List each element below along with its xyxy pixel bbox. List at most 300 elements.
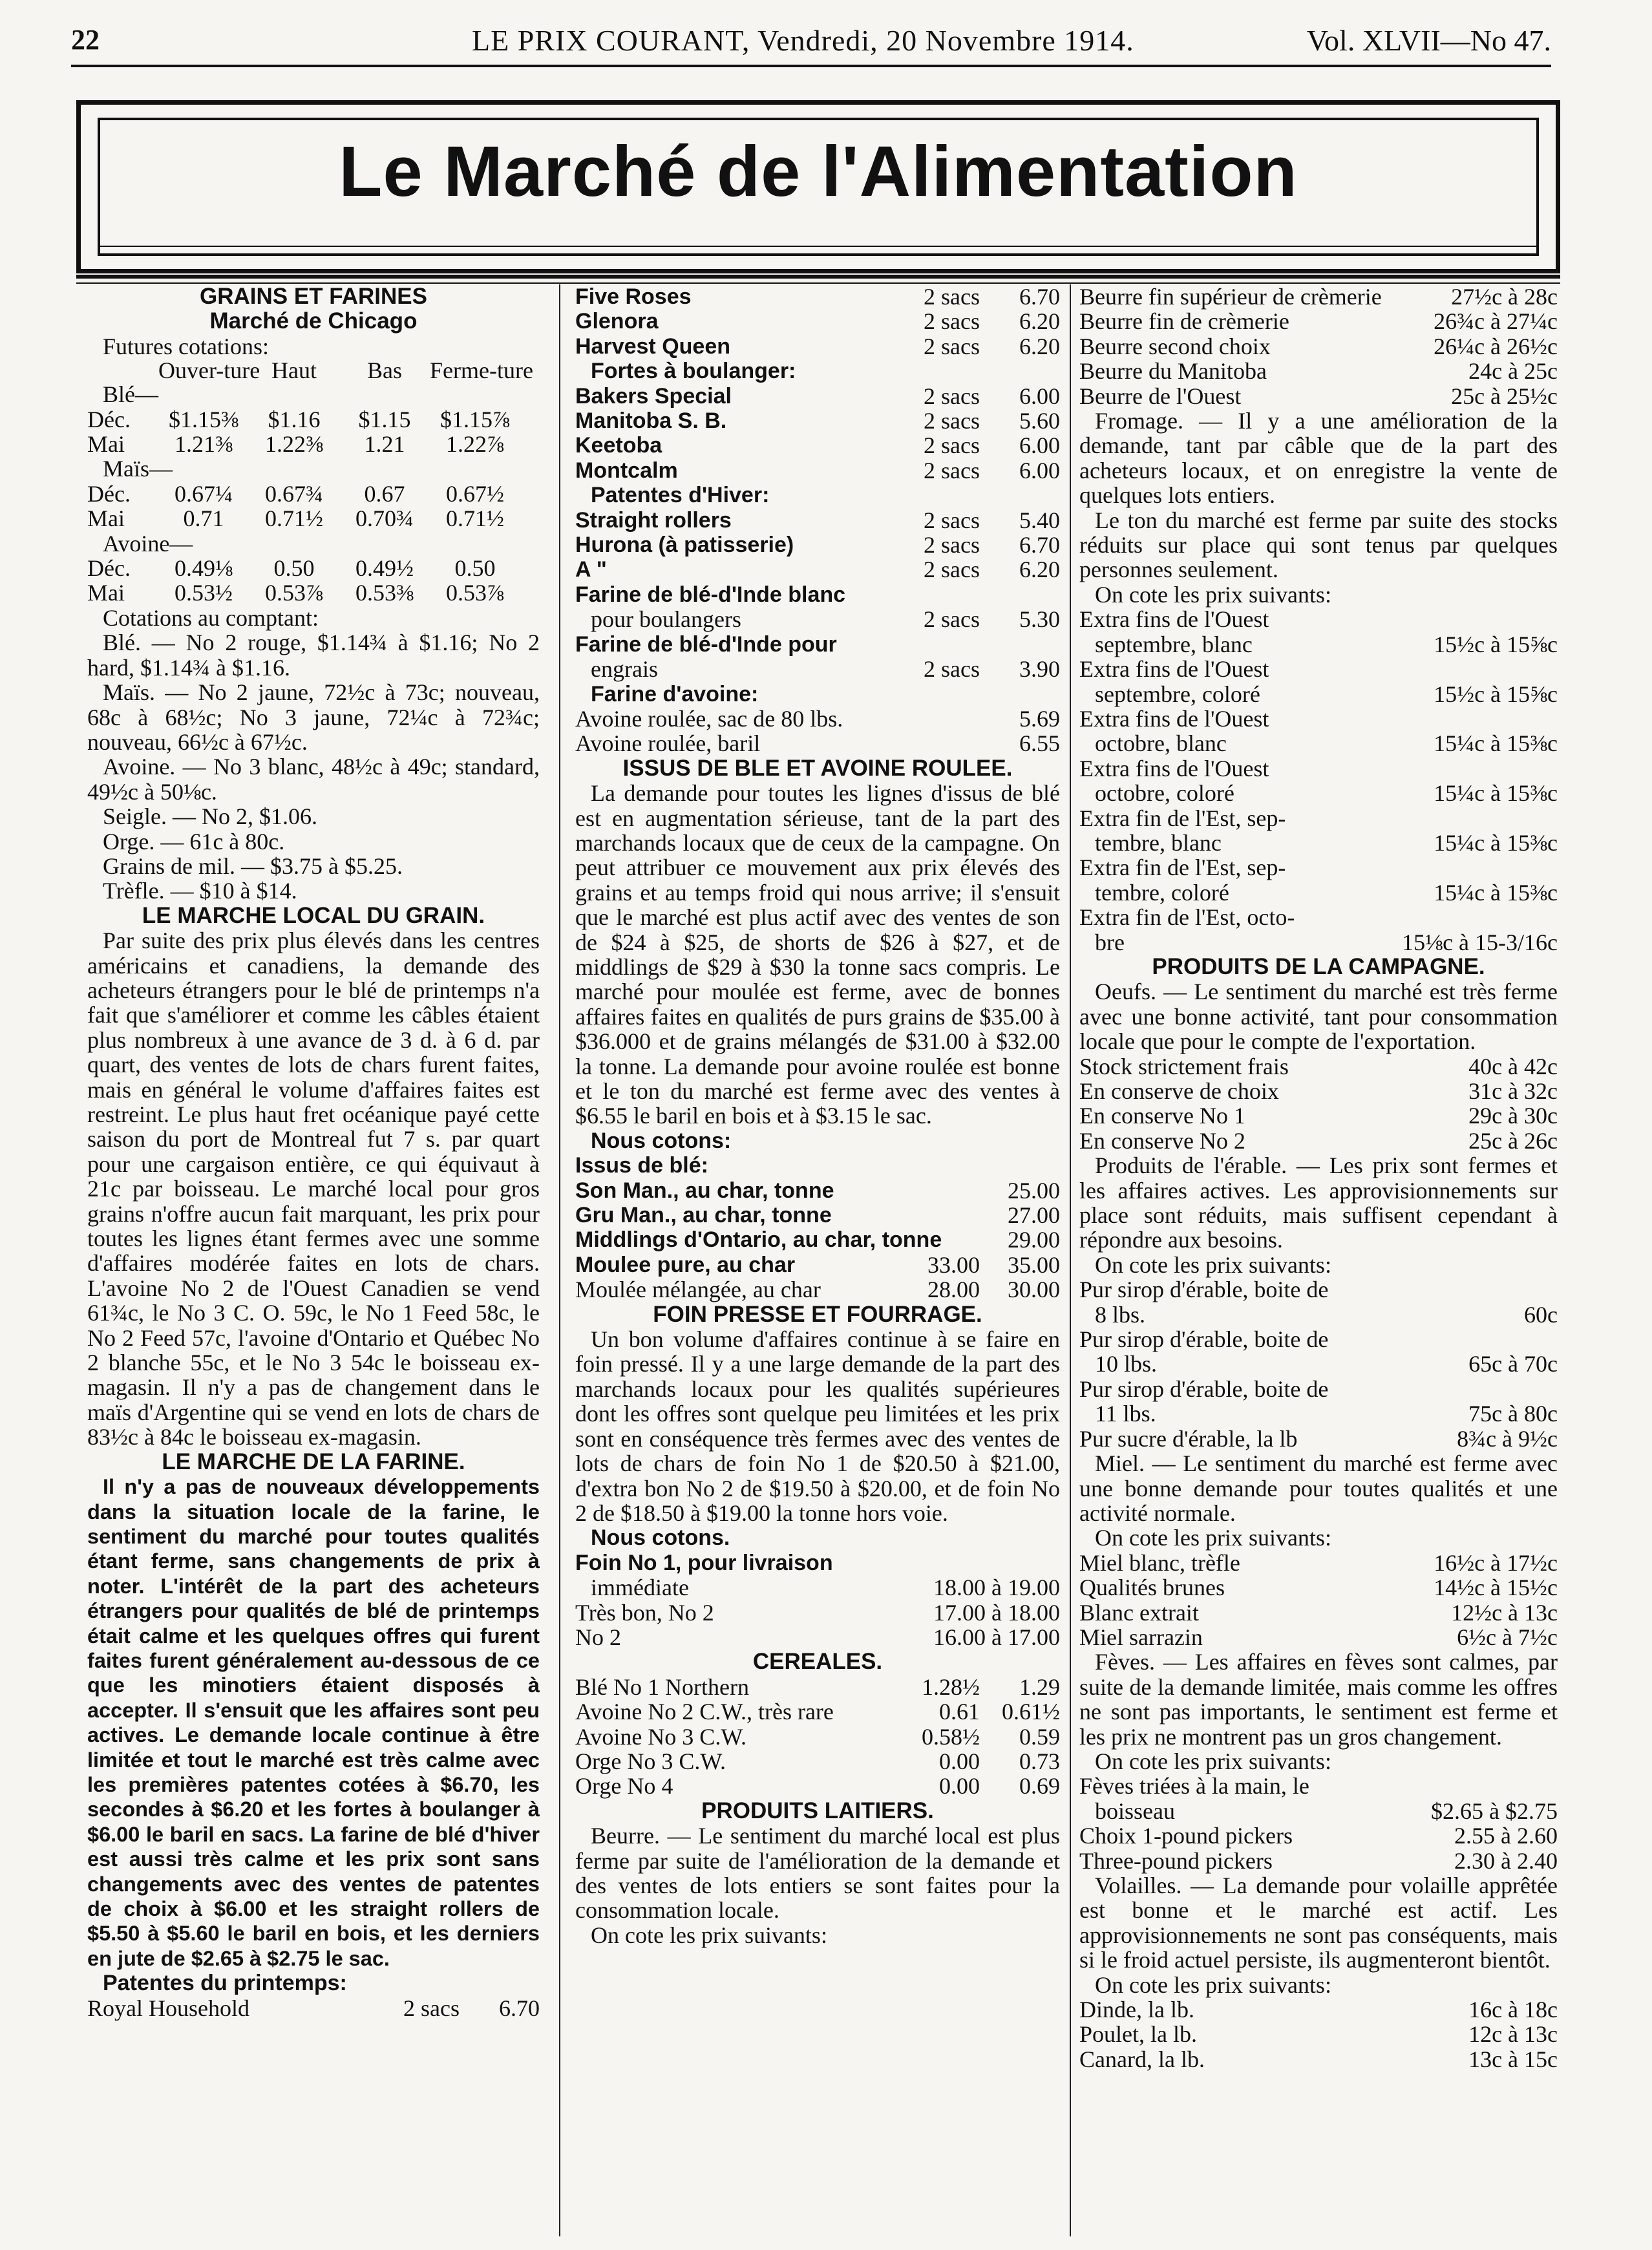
cell-text: boisseau [1095,1798,1175,1824]
cell-text: 2 sacs [924,408,980,434]
farine-text: Il n'y a pas de nouveaux développements dans la situation locale de la farine, le sentiment du marché pour toutes qualités étant ferme, sans changements de prix à noter. L'intérêt de la part des acheteurs étrangers pour qualités de blé de printemps était calme et les quelques offres qui furent faites furent généralement au-dessous de ce que les minotiers étaient disposés à accepter. Il s'ensuit que les affaires sont peu actives. Le demande locale continue à être limitée et tout le marché est très calme avec les premières patentes cotées à $6.70, les secondes à $6.20 et les fortes à boulanger à $6.00 le baril en sacs. La farine de blé d'hiver est aussi très calme et les prix sont sans changements avec des ventes de patentes de choix à $6.00 et les straight rollers de $5.50 à $5.60 le baril en bois, et les derniers en jute de $2.65 à $2.75 le sac. [87,1475,540,1970]
cell-text: Extra fins de l'Ouest [1079,705,1269,732]
comptant-avoine: Avoine. — No 3 blanc, 48½c à 49c; standard, 49½c à 50⅛c. [87,754,540,805]
fromage-text: Fromage. — Il y a une amélioration de la demande, tant par câble que de la part des acheteurs locaux, et on enregistre la vente de quelques lots entiers. [1079,408,1558,509]
cell-text: 0.53⅞ [446,580,504,606]
cell-text: Son Man., au char, tonne [575,1178,834,1203]
local-grain-text: Par suite des prix plus élevés dans les centres américains et canadiens, la demande des acheteurs étrangers pour le blé de printemps n'a fait que s'améliorer et comme les câbles étaient plus nombreux à une avance de 3 d. à 6 d. par quart, des ventes de lots de chars furent faites, mais en général le volume d'affaires faites est restreint. Le plus haut fret océanique payé cette saison du port de Montreal fut 7 s. par quart pour une cargaison entière, ce qui équivaut à 21c par boisseau. Le marché local pour gros grains n'offre aucun fait marquant, les prix pour toutes les lignes étant fermes avec une somme d'affaires modérée faites en lots de chars. L'avoine No 2 de l'Ouest Canadien se vend 61¾c, le No 3 C. O. 59c, le No 1 Feed 58c, le No 2 Feed 57c, l'avoine d'Ontario et Québec No 2 blanche 55c, et le No 3 54c le boisseau ex-magasin. Il n'y a pas de changement dans le maïs d'Argentine qui se vend en lots de chars de 83½c à 84c le boisseau ex-magasin. [87,928,540,1450]
col-fermeture: Ferme-ture [430,357,533,384]
cell-text: tembre, coloré [1095,879,1229,906]
cell-text: 0.67¼ [175,480,233,507]
on-cote-3: On cote les prix suivants: [1095,1525,1331,1551]
heading-issus: ISSUS DE BLE ET AVOINE ROULEE. [622,755,1013,781]
cell-text: 26¾c à 27¼c [1434,308,1558,335]
cell-text: 1.21 [364,431,405,458]
cell-text: Moulee pure, au char [575,1252,796,1277]
cell-text: 2 sacs [924,284,980,310]
heading-patentes: Patentes du printemps: [103,1971,347,1996]
cell-text: pour boulangers [591,607,741,632]
heading-grains: GRAINS ET FARINES [200,284,427,309]
table-row [575,409,1060,433]
cell-text: En conserve No 2 [1079,1127,1245,1154]
cell-text: 1.22⅞ [446,431,504,458]
cell-text: 27½c à 28c [1451,284,1558,310]
cell-text: $1.15 [358,406,411,432]
cell-text: Harvest Queen [575,334,730,359]
cell-text: 65c à 70c [1468,1351,1558,1377]
cell-text: Orge No 4 [575,1774,673,1799]
cell-text: 0.67½ [446,480,504,507]
cell-text: 15¼c à 15⅜c [1434,879,1558,906]
list-item [1079,905,1558,955]
foin-head: Foin No 1, pour livraison [575,1550,833,1575]
cell-text: 0.53⅞ [265,580,323,606]
cell-text: 2 sacs [924,383,980,409]
cell-text: 40c à 42c [1468,1053,1558,1079]
publication-title: LE PRIX COURANT, Vendredi, 20 Novembre 1914. [472,24,1134,57]
cell-text: septembre, blanc [1095,631,1253,657]
cell-text: 6.00 [1019,432,1060,459]
miel-text: Miel. — Le sentiment du marché est ferme avec une bonne demande pour toutes qualités et une activité normale. [1079,1450,1558,1526]
cell-text: 1.29 [1019,1673,1060,1700]
cell-text: 0.59 [1019,1723,1060,1750]
cell-text: octobre, coloré [1095,780,1234,807]
comptant-label: Cotations au comptant: [103,604,319,631]
cell-text: Straight rollers [575,507,732,533]
col-haut: Haut [271,357,317,384]
cell-text: 1.28½ [922,1673,980,1700]
table-row [575,706,1060,731]
table-row [1079,2047,1558,2072]
cell-text: Extra fins de l'Ouest [1079,755,1269,781]
on-cote: On cote les prix suivants: [1095,581,1331,608]
cell-text: 0.69 [1019,1773,1060,1799]
cell-text: Hurona (à patisserie) [575,533,794,558]
heading-laitiers: PRODUITS LAITIERS. [701,1798,934,1823]
cell-text: 0.71½ [265,505,323,532]
cell-text: 2.30 à 2.40 [1454,1847,1558,1874]
table-row [1079,2022,1558,2046]
table-row [1079,1079,1558,1103]
comptant-mais: Maïs. — No 2 jaune, 72½c à 73c; nouveau, 68c à 68½c; No 3 jaune, 72¼c à 72¾c; nouveau, 66½c à 67½c. [87,679,540,755]
on-cote: On cote les prix suivants: [591,1922,827,1948]
table-row [1079,1600,1558,1625]
comptant-ble: Blé. — No 2 rouge, $1.14¾ à $1.16; No 2 hard, $1.14¾ à $1.16. [87,630,540,681]
table-row [575,1178,1060,1203]
cell-text: 26¼c à 26½c [1434,333,1558,359]
cell-text: Orge No 3 C.W. [575,1748,726,1774]
cell-text: 0.53½ [175,580,233,606]
erable-text: Produits de l'érable. — Les prix sont fermes et les affaires actives. Les approvisionnements sur place sont réduits, mais suffisent cependant à répondre aux besoins. [1079,1152,1558,1253]
cell-text: 15¼c à 15⅜c [1434,829,1558,856]
cell-text: 6.55 [1019,730,1060,757]
cell-text: septembre, coloré [1095,681,1260,707]
cell-text: Mai [87,431,125,458]
table-row [575,1203,1060,1227]
cell-text: tembre, blanc [1095,829,1222,856]
col-bas: Bas [367,357,402,384]
cell-text: Extra fins de l'Ouest [1079,656,1269,683]
cell-text: 6.70 [1019,284,1060,310]
table-row [575,433,1060,458]
cell-text: Stock strictement frais [1079,1053,1289,1079]
cell-text: 27.00 [1008,1202,1060,1229]
volailles-text: Volailles. — La demande pour volaille apprêtée est bonne et le marché est actif. Les approvisionnements ne sont pas conséquents, mais si le froid actuel persiste, ils augmenteront bientôt. [1079,1873,1558,1973]
cell-text: Avoine roulée, baril [575,731,761,756]
list-item [1079,706,1558,756]
table-row [575,1774,1060,1798]
cell-text: Dinde, la lb. [1079,1997,1194,2023]
cell-text: Avoine roulée, sac de 80 lbs. [575,706,843,732]
foin-text: Un bon volume d'affaires continue à se faire en foin pressé. Il y a une large demande de la part des marchands locaux pour les qualités supérieures dont les offres sont quelque peu limitées et les prix sont en conséquence très fermes avec des ventes de lots de chars de foin No 1 de $20.50 à $21.00, d'extra bon No 2 de $19.50 à $20.00, et de foin No 2 de $18.50 à $19.00 la tonne hors voie. [575,1326,1060,1526]
cell-text: 0.71 [183,505,224,532]
table-row [1079,284,1558,309]
cell-text: Pur sirop d'érable, boite de [1079,1277,1329,1303]
table-row [575,557,1060,582]
cell-text: 24c à 25c [1468,358,1558,385]
farine-inde-engrais: Farine de blé-d'Inde pour [575,631,837,657]
cell-text: 2 sacs [924,457,980,483]
table-row [1079,1427,1558,1451]
cell-text: bre [1095,929,1125,955]
cell-text: Moulée mélangée, au char [575,1277,821,1302]
volume-number: Vol. XLVII—No 47. [1306,24,1551,57]
cell-text: 2 sacs [924,432,980,459]
cell-text: Canard, la lb. [1079,2046,1205,2072]
list-item [1079,806,1558,856]
cell-text: 5.69 [1019,705,1060,732]
cell-text: 13c à 15c [1468,2046,1558,2072]
cell-text: Pur sirop d'érable, boite de [1079,1375,1329,1402]
cell-text: Beurre du Manitoba [1079,358,1267,385]
cell-text: Three-pound pickers [1079,1847,1273,1874]
cell-text: 15⅛c à 15-3/16c [1402,929,1558,955]
table-row [87,506,540,531]
cell-text: Five Roses [575,284,692,309]
cell-text: 0.53⅜ [355,580,414,606]
cell-text: 3.90 [1019,656,1060,683]
cell-text: Beurre fin de crèmerie [1079,308,1289,335]
cell-text: 15½c à 15⅝c [1434,681,1558,707]
list-item [1079,657,1558,706]
table-row [575,309,1060,334]
table-row [575,384,1060,409]
heading-foin: FOIN PRESSE ET FOURRAGE. [653,1301,982,1327]
cell-text: 15¼c à 15⅜c [1434,780,1558,807]
comptant-seigle: Seigle. — No 2, $1.06. [103,803,317,830]
cell-text: 0.61 [939,1699,980,1725]
cell-text: $2.65 à $2.75 [1431,1798,1558,1824]
cell-text: Miel sarrazin [1079,1624,1203,1650]
heading-hiver: Patentes d'Hiver: [591,483,770,508]
cell-text: 33.00 [927,1251,980,1278]
cell-text: Qualités brunes [1079,1575,1225,1601]
fromage-text-2: Le ton du marché est ferme par suite des stocks réduits sur place qui sont tenus par quelques personnes seulement. [1079,507,1558,583]
oeufs-text: Oeufs. — Le sentiment du marché est très ferme avec une bonne activité, tant pour consommation locale que pour le compte de l'exportation. [1079,979,1558,1055]
table-row [1079,1823,1558,1848]
cell-text: Keetoba [575,433,662,458]
heading-farine: LE MARCHE DE LA FARINE. [162,1449,465,1474]
cell-text: 15½c à 15⅝c [1434,631,1558,657]
ble-label: Blé— [103,381,158,408]
table-row [1079,1575,1558,1600]
header-rule [71,65,1551,67]
cell-text: 0.67 [364,480,405,507]
table-row [87,432,540,456]
cell-text: Manitoba S. B. [575,409,727,434]
cell-text: 15¼c à 15⅜c [1434,730,1558,757]
heading-local-grain: LE MARCHE LOCAL DU GRAIN. [142,902,485,928]
cell-text: 6.70 [1019,532,1060,558]
column-rule-2 [1070,284,1071,2236]
cell-text: Beurre fin supérieur de crèmerie [1079,284,1382,310]
cell-text: 30.00 [1008,1277,1060,1303]
cell-text: 2 sacs [924,557,980,583]
comptant-mil: Grains de mil. — $3.75 à $5.25. [103,853,403,879]
cell-text: 6.70 [499,1995,540,2021]
table-row [87,580,540,605]
nous-cotons-2: Nous cotons. [591,1525,730,1551]
farine-inde-blanc: Farine de blé-d'Inde blanc [575,582,846,607]
cell-text: Pur sucre d'érable, la lb [1079,1425,1298,1452]
cell-text: 25c à 25½c [1451,383,1558,409]
column-2 [575,284,1060,1948]
cell-text: 75c à 80c [1468,1401,1558,1427]
cell-text: 2 sacs [924,333,980,359]
table-row [575,1227,1060,1252]
cell-text: 6.00 [1019,457,1060,483]
cell-text: 0.58½ [922,1723,980,1750]
table-row [87,482,540,506]
cell-text: 8 lbs. [1095,1301,1146,1328]
table-row [575,508,1060,533]
table-row [575,1575,1060,1600]
heading-issus-ble: Issus de blé: [575,1153,708,1178]
feves-text: Fèves. — Les affaires en fèves sont calmes, par suite de la demande limitée, mais comme les offres ne sont pas importants, le sentiment est ferme et les prix ne montrent pas un gros changement. [1079,1649,1558,1750]
cell-text: Extra fins de l'Ouest [1079,606,1269,633]
on-cote-4: On cote les prix suivants: [1095,1748,1331,1774]
cell-text: $1.15⅞ [440,406,510,432]
cell-text: Poulet, la lb. [1079,2021,1197,2048]
cell-text: 6.00 [1019,383,1060,409]
table-row [1079,1997,1558,2022]
feves-triees: Fèves triées à la main, le [1079,1773,1309,1799]
table-row [1079,1849,1558,1873]
cell-text: Très bon, No 2 [575,1599,714,1626]
cell-text: 16.00 à 17.00 [933,1624,1060,1650]
cell-text: 0.67¾ [265,480,323,507]
table-row [1079,1054,1558,1079]
cell-text: 10 lbs. [1095,1351,1158,1377]
table-row [575,1625,1060,1650]
cell-text: Choix 1-pound pickers [1079,1823,1293,1849]
table-row [1079,1551,1558,1575]
heading-chicago: Marché de Chicago [209,308,418,334]
table-row [1079,359,1558,383]
cell-text: 0.00 [939,1748,980,1774]
cell-text: octobre, blanc [1095,730,1227,757]
cell-text: Avoine No 2 C.W., très rare [575,1699,834,1725]
on-cote-5: On cote les prix suivants: [1095,1971,1331,1998]
cell-text: Blé No 1 Northern [575,1674,749,1700]
cell-text: Gru Man., au char, tonne [575,1203,832,1228]
page-number: 22 [71,24,100,56]
cell-text: 12½c à 13c [1451,1599,1558,1626]
cell-text: 31c à 32c [1468,1078,1558,1104]
cell-text: 29c à 30c [1468,1103,1558,1129]
table-row [1079,309,1558,334]
mais-label: Maïs— [103,456,173,482]
cell-text: Bakers Special [575,383,732,409]
cell-text: immédiate [591,1575,689,1601]
cell-text: 0.71½ [446,505,504,532]
cell-text: 6.20 [1019,557,1060,583]
cell-text: Avoine No 3 C.W. [575,1724,747,1749]
cell-text: A " [575,557,607,582]
list-item [1079,756,1558,806]
table-row [1079,1799,1558,1823]
cell-text: 12c à 13c [1468,2021,1558,2048]
issus-text: La demande pour toutes les lignes d'issus de blé est en augmentation sérieuse, tant de la part des marchands locaux que de ceux de la campagne. On peut attribuer ce mouvement aux prix élevés des grains et au temps froid qui nous arrive; il s'ensuit que le marché est plus actif avec des ventes de son de $24 à $25, de shorts de $26 à $27, et de middlings de $29 à $30 la tonne sacs compris. Le marché pour moulée est ferme, avec de bonnes affaires faites en qualités de purs grains de $35.00 à $36.000 et de grains mélangés de $31.00 à $32.00 la tonne. La demande pour avoine roulée est bonne et le ton du marché est ferme avec des ventes à $6.55 le baril en bois et à $3.15 le sac. [575,780,1060,1129]
cell-text: Déc. [87,480,131,507]
cell-text: 14½c à 15½c [1434,1575,1558,1601]
table-row [575,657,1060,681]
table-row [575,1725,1060,1749]
comptant-trefle: Trèfle. — $10 à $14. [103,878,297,904]
cell-text: 0.00 [939,1773,980,1799]
cell-text: Miel blanc, trèfle [1079,1549,1240,1576]
cell-text: 25.00 [1008,1177,1060,1204]
cell-text: 1.22⅜ [265,431,323,458]
table-row [1079,1103,1558,1128]
cell-text: 16½c à 17½c [1434,1549,1558,1576]
cell-text: 2 sacs [924,606,980,633]
cell-text: No 2 [575,1624,621,1650]
table-row [575,458,1060,483]
cell-text: 5.60 [1019,408,1060,434]
cell-text: 1.21⅜ [175,431,233,458]
cell-text: 16c à 18c [1468,1997,1558,2023]
cell-text: 6.20 [1019,333,1060,359]
table-row [1079,1129,1558,1153]
cell-text: 2 sacs [924,308,980,335]
column-rule-1 [559,284,560,2236]
heading-farine-avoine: Farine d'avoine: [591,681,759,706]
cell-text: Mai [87,505,125,532]
cell-text: $1.15⅜ [169,406,238,432]
column-1 [87,284,540,2021]
table-row [575,334,1060,359]
table-row [575,284,1060,309]
cell-text: Middlings d'Ontario, au char, tonne [575,1227,942,1253]
cell-text: 35.00 [1008,1251,1060,1278]
cell-text: Extra fin de l'Est, sep- [1079,805,1286,831]
table-row [575,607,1060,631]
cell-text: 2 sacs [924,507,980,533]
cell-text: 60c [1524,1301,1558,1328]
cell-text: Extra fin de l'Est, sep- [1079,854,1286,881]
list-item [1079,1327,1558,1377]
on-cote-2: On cote les prix suivants: [1095,1251,1331,1278]
table-row [575,1277,1060,1302]
table-row [575,1675,1060,1699]
cell-text: Blanc extrait [1079,1599,1199,1626]
cell-text: 25c à 26c [1468,1127,1558,1154]
cell-text: En conserve No 1 [1079,1103,1245,1129]
cell-text: En conserve de choix [1079,1078,1279,1104]
list-item [1079,1277,1558,1327]
cell-text: 6½c à 7½c [1457,1624,1558,1650]
heading-campagne: PRODUITS DE LA CAMPAGNE. [1152,953,1485,979]
cell-text: 0.50 [273,555,315,582]
futures-label: Futures cotations: [103,333,269,359]
cell-text: 0.61½ [1002,1699,1060,1725]
cell-text: 0.49½ [355,555,414,582]
cell-text: Beurre second choix [1079,333,1271,359]
cell-text: engrais [591,657,658,682]
list-item [1079,1377,1558,1427]
table-row [575,1600,1060,1625]
heading-cereales: CEREALES. [752,1649,883,1675]
cell-text: 8¾c à 9½c [1457,1425,1558,1452]
column-3 [1079,284,1558,2072]
banner-rule [76,275,1560,279]
table-row [87,556,540,580]
cell-text: 17.00 à 18.00 [933,1599,1060,1626]
table-row [87,1996,540,2021]
nous-cotons: Nous cotons: [591,1128,732,1153]
cell-text: Extra fin de l'Est, octo- [1079,904,1295,931]
list-item [1079,607,1558,657]
cell-text: 5.40 [1019,507,1060,533]
cell-text: 2.55 à 2.60 [1454,1823,1558,1849]
banner-inner-line [100,246,1536,247]
table-row [1079,384,1558,409]
cell-text: 0.73 [1019,1748,1060,1774]
cell-text: 2 sacs [924,532,980,558]
table-row [87,407,540,432]
table-row [1079,334,1558,359]
cell-text: Royal Household [87,1995,249,2021]
table-row [575,533,1060,557]
col-ouverture: Ouver-ture [158,357,260,384]
cell-text: 11 lbs. [1095,1401,1156,1427]
futures-header [87,359,540,382]
beurre-text: Beurre. — Le sentiment du marché local est plus ferme par suite de l'amélioration de la demande et des ventes de lots entiers se sont faites pour la consommation locale. [575,1823,1060,1924]
section-banner [76,100,1560,273]
heading-fortes: Fortes à boulanger: [591,359,796,384]
cell-text: 0.49⅛ [175,555,233,582]
table-row [575,1699,1060,1724]
cell-text: 29.00 [1008,1227,1060,1253]
page-header [71,19,1551,65]
cell-text: $1.16 [268,406,321,432]
cell-text: Déc. [87,406,131,432]
cell-text: Glenora [575,309,659,334]
cell-text: 18.00 à 19.00 [933,1575,1060,1601]
cell-text: Déc. [87,555,131,582]
cell-text: 2 sacs [924,656,980,683]
cell-text: 0.50 [454,555,496,582]
comptant-orge: Orge. — 61c à 80c. [103,828,285,854]
list-item [1079,855,1558,905]
table-row [1079,1625,1558,1650]
cell-text: Pur sirop d'érable, boite de [1079,1326,1329,1353]
cell-text: 2 sacs [403,1995,460,2021]
cell-text: Montcalm [575,458,678,483]
cell-text: 28.00 [927,1277,980,1303]
avoine-label: Avoine— [103,530,193,557]
